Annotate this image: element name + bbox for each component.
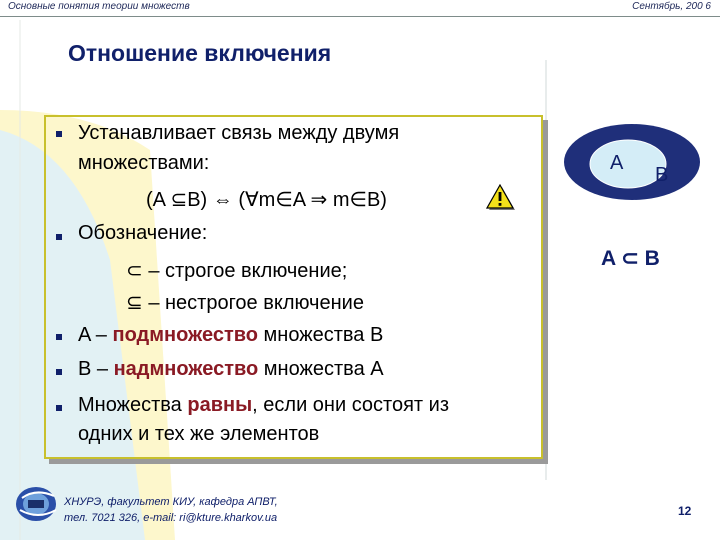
header-divider [0, 16, 720, 17]
footer-line-2: тел. 7021 326, e-mail: ri@kture.kharkov.ua [64, 512, 278, 524]
header-bar [0, 0, 720, 16]
subset-suffix: множества B [257, 324, 384, 346]
relation-label: A ⊂ B [601, 247, 660, 270]
bullet-4 [56, 369, 62, 375]
subset-prefix: A – [78, 324, 113, 346]
bullet-2 [56, 234, 62, 240]
bullet-3 [56, 334, 62, 340]
text-line-strict: ⊂ – строгое включение; [126, 260, 348, 282]
venn-diagram [562, 122, 702, 202]
page-number: 12 [678, 504, 692, 518]
slide-title: Отношение включения [68, 40, 332, 66]
inclusion-formula: (A ⊆B) ⇔ (∀m∈A ⇒ m∈B) [146, 189, 387, 211]
header-topic: Основные понятия теории множеств [8, 1, 190, 12]
footer-line-1: ХНУРЭ, факультет КИУ, кафедра АПВТ, [64, 496, 278, 508]
text-line-2: множествами: [78, 152, 210, 174]
text-line-equal [78, 394, 449, 417]
header-date: Сентябрь, 200 6 [632, 1, 711, 12]
university-logo-icon [14, 484, 62, 524]
text-line-equal-cont: одних и тех же элементов [78, 423, 320, 445]
bullet-1 [56, 131, 62, 137]
text-line-subset [78, 324, 383, 347]
term-superset: надмножество [113, 358, 259, 380]
superset-prefix: B – [78, 358, 114, 380]
set-a-label: A [610, 152, 624, 174]
term-subset: подмножество [112, 324, 258, 346]
footer-contact [64, 494, 278, 526]
equal-suffix: , если они состоят из [252, 394, 449, 416]
bullet-5 [56, 405, 62, 411]
superset-suffix: множества A [258, 358, 384, 380]
text-line-superset [78, 358, 384, 381]
set-b-label: B [655, 164, 669, 186]
equal-prefix: Множества [78, 394, 188, 416]
term-equal: равны [187, 394, 253, 416]
text-line-nonstrict: ⊆ – нестрогое включение [126, 292, 364, 314]
text-line-notation: Обозначение: [78, 222, 208, 244]
warning-icon [486, 184, 516, 212]
text-line-1: Устанавливает связь между двумя [78, 122, 400, 144]
